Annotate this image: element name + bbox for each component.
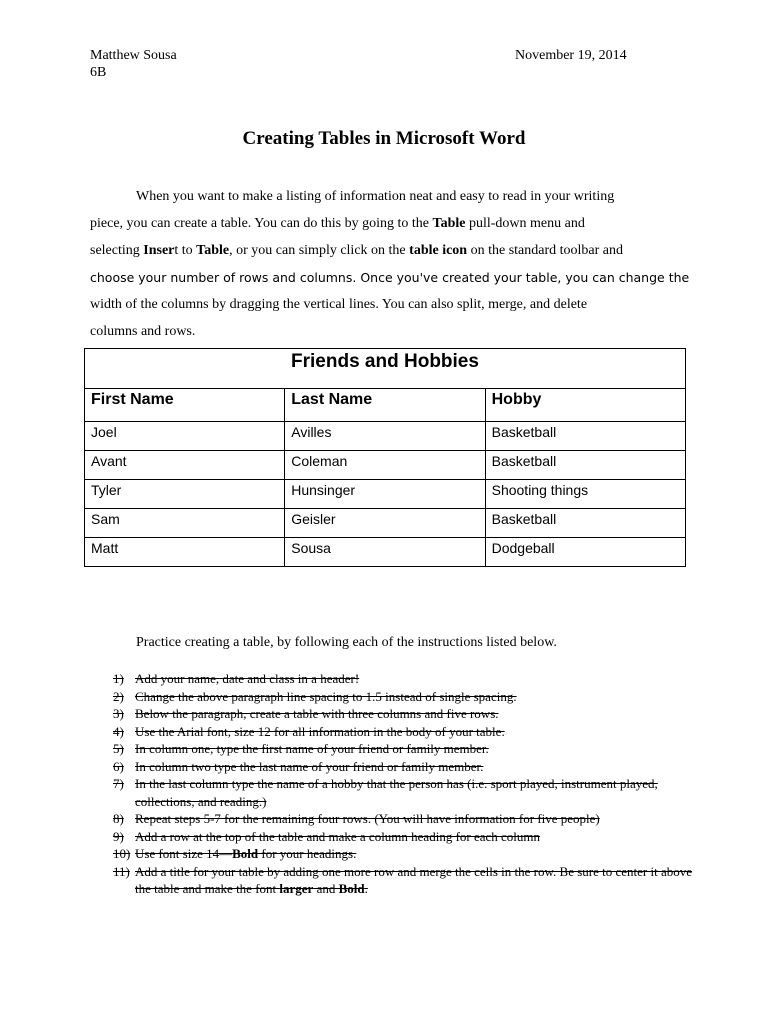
- table-title: Friends and Hobbies: [85, 349, 686, 389]
- paragraph-line: [90, 213, 680, 240]
- step-text: In column one, type the first name of your friend or family member.: [135, 741, 489, 756]
- intro-paragraph: [90, 186, 690, 348]
- table-cell: Dodgeball: [485, 538, 685, 567]
- instruction-list: [113, 670, 693, 898]
- step-number: 5): [113, 741, 124, 756]
- paragraph-text: selecting: [90, 243, 144, 258]
- table-cell: Shooting things: [485, 480, 685, 509]
- table-cell: Coleman: [285, 451, 485, 480]
- document-title: Creating Tables in Microsoft Word: [242, 128, 526, 149]
- table-row: [85, 422, 686, 451]
- table-row: [85, 480, 686, 509]
- step-text: Below the paragraph, create a table with three columns and five rows.: [135, 706, 499, 721]
- step-number: 2): [113, 688, 124, 704]
- table-cell: Sousa: [285, 538, 485, 567]
- friends-hobbies-table: [84, 348, 686, 567]
- step-text: Add a row at the top of the table and make a column heading for each column: [135, 828, 541, 844]
- paragraph-text: pull-down menu and: [465, 216, 585, 231]
- paragraph-bold-text: Table: [432, 216, 466, 231]
- list-item: [113, 688, 693, 706]
- table-cell: Tyler: [85, 480, 285, 509]
- paragraph-line: [90, 186, 680, 213]
- list-item: [113, 723, 693, 741]
- table-cell: Matt: [85, 538, 285, 567]
- column-header-last-name: Last Name: [285, 389, 485, 422]
- paragraph-bold-text: Table: [196, 243, 230, 258]
- step-number: 6): [113, 758, 124, 774]
- list-item: [113, 845, 693, 863]
- table-header-row: [85, 389, 686, 422]
- paragraph-text: , or you can simply click on the: [229, 243, 410, 258]
- list-item: [113, 670, 693, 688]
- practice-intro: Practice creating a table, by following each of the instructions listed below.: [136, 635, 557, 650]
- step-text: Add your name, date and class in a header!: [135, 671, 360, 686]
- step-text-part: Add a title for your table by adding one more row and merge the cells in the row. Be sure to center it above the table and make the font: [135, 863, 693, 896]
- list-item: [113, 863, 693, 898]
- paragraph-text: When you want to make a listing of information neat and easy to read in your writing: [136, 189, 615, 204]
- step-bold-text: Bold: [338, 881, 365, 896]
- step-number: 1): [113, 671, 124, 686]
- step-text-part: .: [364, 881, 368, 896]
- paragraph-line: [90, 321, 680, 348]
- table-row: [85, 509, 686, 538]
- step-number: 10): [113, 846, 131, 861]
- step-text-part: Use font size 14—: [135, 846, 233, 861]
- list-item: [113, 705, 693, 723]
- step-number: 9): [113, 828, 124, 844]
- table-cell: Sam: [85, 509, 285, 538]
- step-text: In column two type the last name of your friend or family member.: [135, 758, 484, 774]
- table-cell: Avilles: [285, 422, 485, 451]
- step-text-part: and: [313, 881, 339, 896]
- paragraph-text: t to: [174, 243, 197, 258]
- paragraph-line: [90, 294, 680, 321]
- table-cell: Basketball: [485, 422, 685, 451]
- step-text: [135, 846, 356, 861]
- step-text: Repeat steps 5-7 for the remaining four rows. (You will have information for five people): [135, 811, 600, 826]
- table-cell: Hunsinger: [285, 480, 485, 509]
- step-text: In the last column type the name of a hobby that the person has (i.e. sport played, instrument played, collections, and reading.): [135, 776, 658, 809]
- step-bold-text: Bold: [232, 846, 259, 861]
- step-number: 4): [113, 723, 124, 739]
- list-item: [113, 758, 693, 776]
- step-number: 11): [113, 863, 130, 879]
- list-item: [113, 740, 693, 758]
- table-cell: Avant: [85, 451, 285, 480]
- paragraph-line: [90, 240, 680, 267]
- list-item: [113, 775, 693, 810]
- table-title-row: [85, 349, 686, 389]
- paragraph-line: [90, 267, 690, 294]
- step-bold-text: larger: [279, 881, 314, 896]
- paragraph-text: columns and rows.: [90, 324, 196, 339]
- step-text-part: for your headings.: [258, 846, 357, 861]
- header-date: November 19, 2014: [515, 48, 627, 63]
- table-row: [85, 451, 686, 480]
- list-item: [113, 810, 693, 828]
- step-number: 7): [113, 776, 124, 791]
- paragraph-text: piece, you can create a table. You can do this by going to the: [90, 216, 433, 231]
- table-cell: Joel: [85, 422, 285, 451]
- column-header-first-name: First Name: [85, 389, 285, 422]
- step-text: Change the above paragraph line spacing to 1.5 instead of single spacing.: [135, 688, 517, 704]
- paragraph-text: choose your number of rows and columns. Once you've created your table, you can change the: [90, 270, 690, 285]
- paragraph-text: on the standard toolbar and: [467, 243, 624, 258]
- step-number: 8): [113, 811, 124, 826]
- table-row: [85, 538, 686, 567]
- step-text: [135, 864, 692, 897]
- step-number: 3): [113, 706, 124, 721]
- paragraph-bold-text: Inser: [143, 243, 175, 258]
- header-class: 6B: [90, 65, 107, 80]
- table-cell: Basketball: [485, 451, 685, 480]
- list-item: [113, 828, 693, 846]
- column-header-hobby: Hobby: [485, 389, 685, 422]
- table-cell: Basketball: [485, 509, 685, 538]
- paragraph-bold-text: table icon: [409, 243, 468, 258]
- header-author-name: Matthew Sousa: [90, 48, 177, 63]
- step-text: Use the Arial font, size 12 for all information in the body of your table.: [135, 723, 505, 739]
- paragraph-text: width of the columns by dragging the vertical lines. You can also split, merge, and delete: [90, 297, 588, 312]
- table-cell: Geisler: [285, 509, 485, 538]
